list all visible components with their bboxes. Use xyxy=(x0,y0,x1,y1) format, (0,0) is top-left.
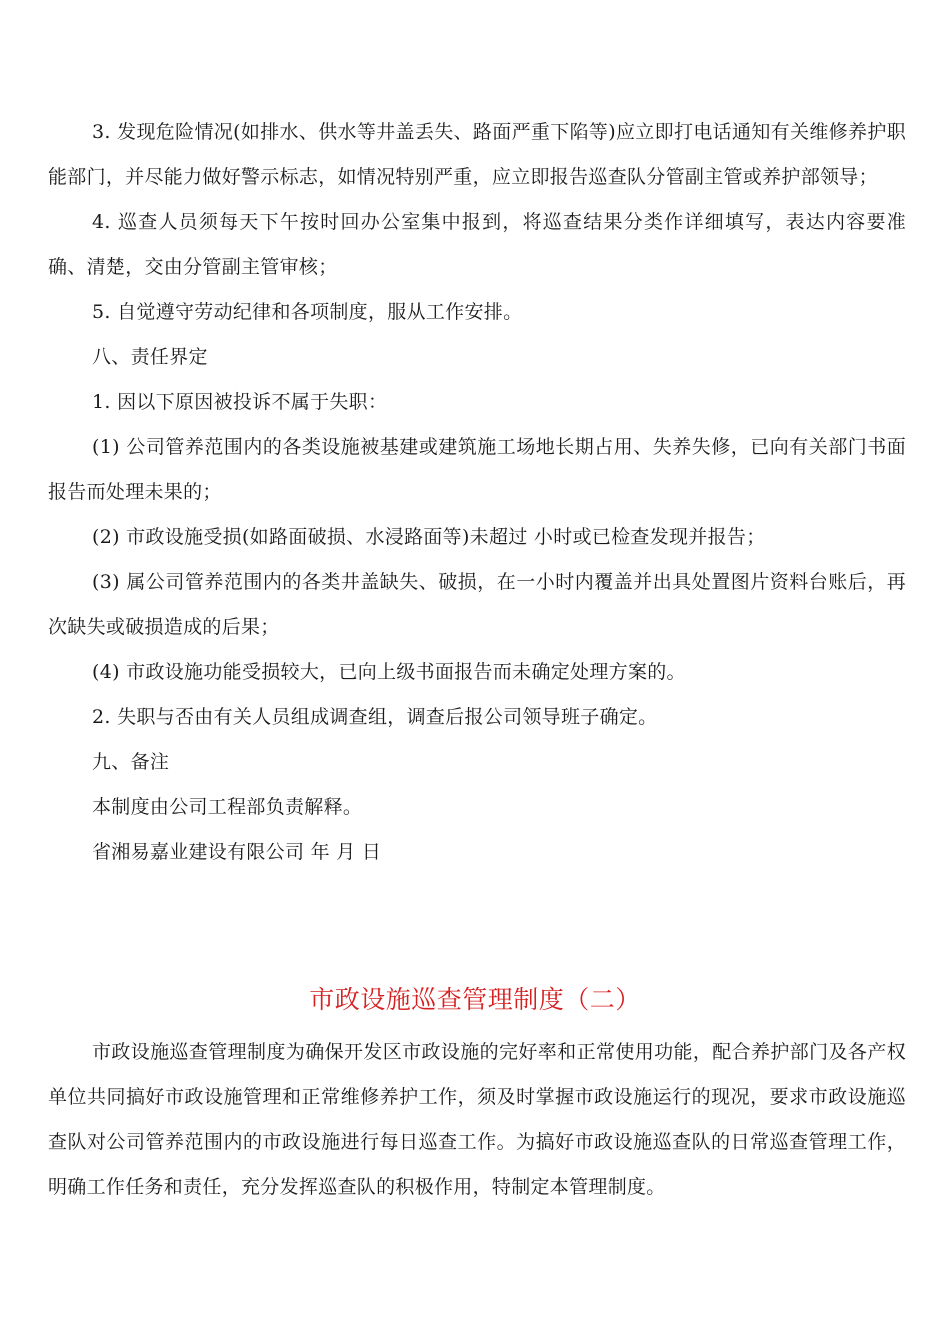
paragraph-item-4: 4. 巡查人员须每天下午按时回办公室集中报到，将巡查结果分类作详细填写，表达内容要准确、清楚，交由分管副主管审核； xyxy=(48,211,906,278)
paragraph-sub-4: (4) 市政设施功能受损较大，已向上级书面报告而未确定处理方案的。 xyxy=(92,661,686,683)
heading-remarks: 九、备注 xyxy=(92,751,170,773)
paragraph-item-5: 5. 自觉遵守劳动纪律和各项制度，服从工作安排。 xyxy=(92,301,523,323)
paragraph-sub-2: (2) 市政设施受损(如路面破损、水浸路面等)未超过 小时或已检查发现并报告； xyxy=(92,526,766,548)
signature-line: 省湘易嘉业建设有限公司 年 月 日 xyxy=(92,841,382,863)
paragraph-interpretation: 本制度由公司工程部负责解释。 xyxy=(92,796,363,818)
document-title: 市政设施巡查管理制度（二） xyxy=(309,985,641,1014)
paragraph-sub-1: (1) 公司管养范围内的各类设施被基建或建筑施工场地长期占用、失养失修，已向有关部门书面报告而处理未果的； xyxy=(48,436,906,503)
heading-responsibility: 八、责任界定 xyxy=(92,346,208,368)
intro-paragraph: 市政设施巡查管理制度为确保开发区市政设施的完好率和正常使用功能，配合养护部门及各产权单位共同搞好市政设施管理和正常维修养护工作，须及时掌握市政设施运行的现况，要求市政设施巡查队对公司管养范围内的市政设施进行每日巡查工作。为搞好市政设施巡查队的日常巡查管理工作，明确工作任务和责任，充分发挥巡查队的积极作用，特制定本管理制度。 xyxy=(48,1041,906,1198)
paragraph-sub-3: (3) 属公司管养范围内的各类井盖缺失、破损，在一小时内覆盖并出具处置图片资料台账后，再次缺失或破损造成的后果； xyxy=(48,571,906,638)
paragraph-investigation: 2. 失职与否由有关人员组成调查组，调查后报公司领导班子确定。 xyxy=(92,706,658,728)
paragraph-item-3: 3. 发现危险情况(如排水、供水等井盖丢失、路面严重下陷等)应立即打电话通知有关维修养护职能部门，并尽能力做好警示标志，如情况特别严重，应立即报告巡查队分管副主管或养护部领导； xyxy=(48,121,906,188)
paragraph-not-negligence: 1. 因以下原因被投诉不属于失职： xyxy=(92,391,388,413)
section-two-body xyxy=(48,1030,906,1210)
section-one-body xyxy=(48,110,906,875)
